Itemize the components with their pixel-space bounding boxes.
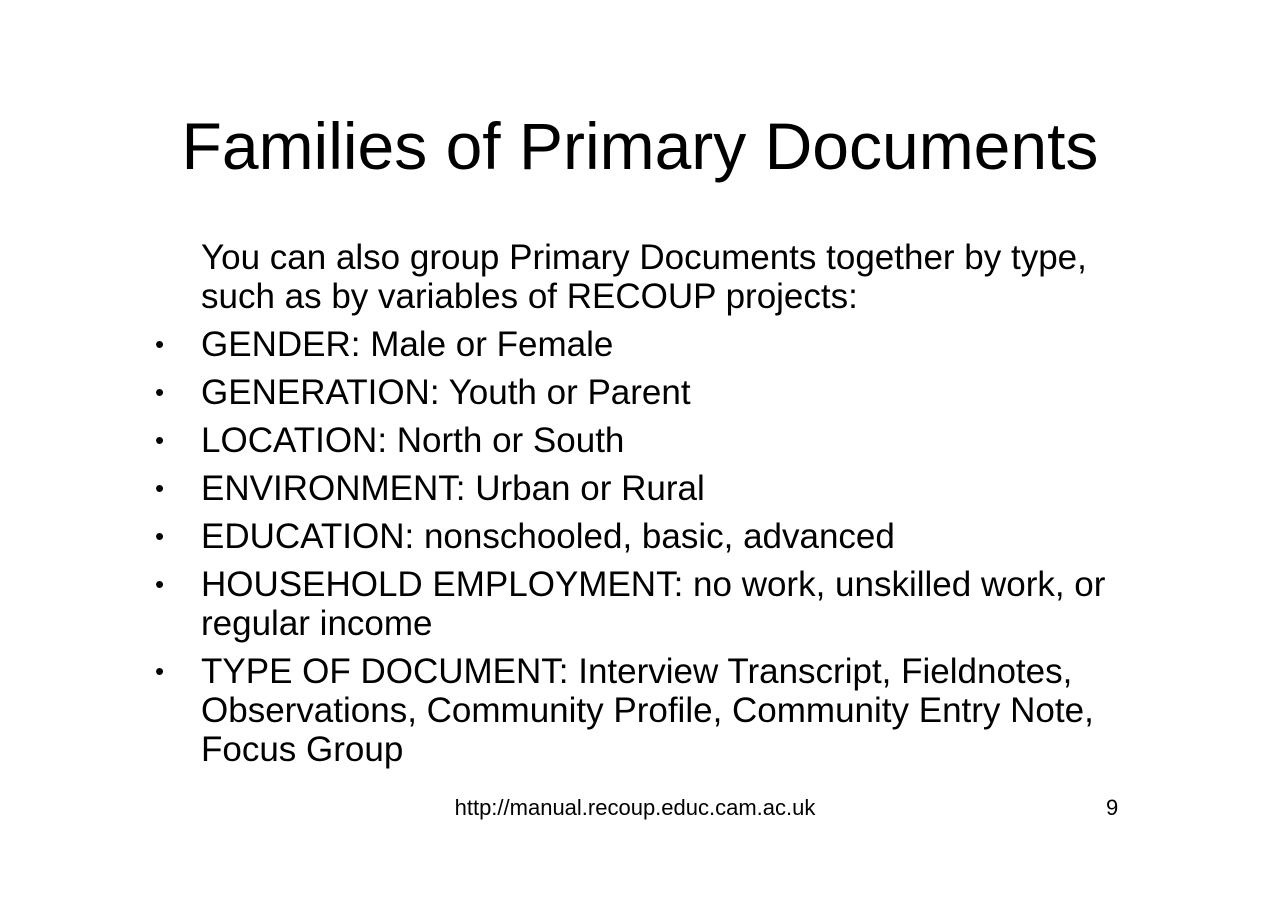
list-item-text: HOUSEHOLD EMPLOYMENT: no work, unskilled work, or regular income [201, 565, 1106, 643]
bullet-icon: • [155, 425, 165, 455]
bullet-icon: • [155, 656, 165, 686]
list-item-text: GENDER: Male or Female [201, 325, 614, 364]
list-item [155, 373, 1155, 412]
page-number: 9 [1106, 795, 1119, 820]
list-item [155, 517, 1155, 556]
variable-list [155, 325, 1155, 769]
bullet-icon: • [155, 329, 165, 359]
slide-title: Families of Primary Documents [181, 109, 1099, 183]
intro-text: You can also group Primary Documents together by type, such as by variables of RECOUP projects: [201, 238, 1087, 316]
footer-url: http://manual.recoup.educ.cam.ac.uk [454, 795, 816, 820]
bullet-icon: • [155, 521, 165, 551]
bullet-icon: • [155, 473, 165, 503]
list-item [155, 469, 1155, 508]
slide-body [155, 238, 1155, 769]
list-item-text: LOCATION: North or South [201, 421, 625, 460]
list-item-text: TYPE OF DOCUMENT: Interview Transcript, Fieldnotes, Observations, Community Profile, Community Entry Note, Focus Group [201, 652, 1094, 769]
list-item [155, 565, 1155, 643]
bullet-icon: • [155, 377, 165, 407]
list-item [155, 325, 1155, 364]
list-item-text: ENVIRONMENT: Urban or Rural [201, 469, 705, 508]
list-item-text: GENERATION: Youth or Parent [201, 373, 691, 412]
list-item-text: EDUCATION: nonschooled, basic, advanced [201, 517, 895, 556]
list-item [155, 652, 1155, 769]
list-item [155, 421, 1155, 460]
bullet-icon: • [155, 569, 165, 599]
